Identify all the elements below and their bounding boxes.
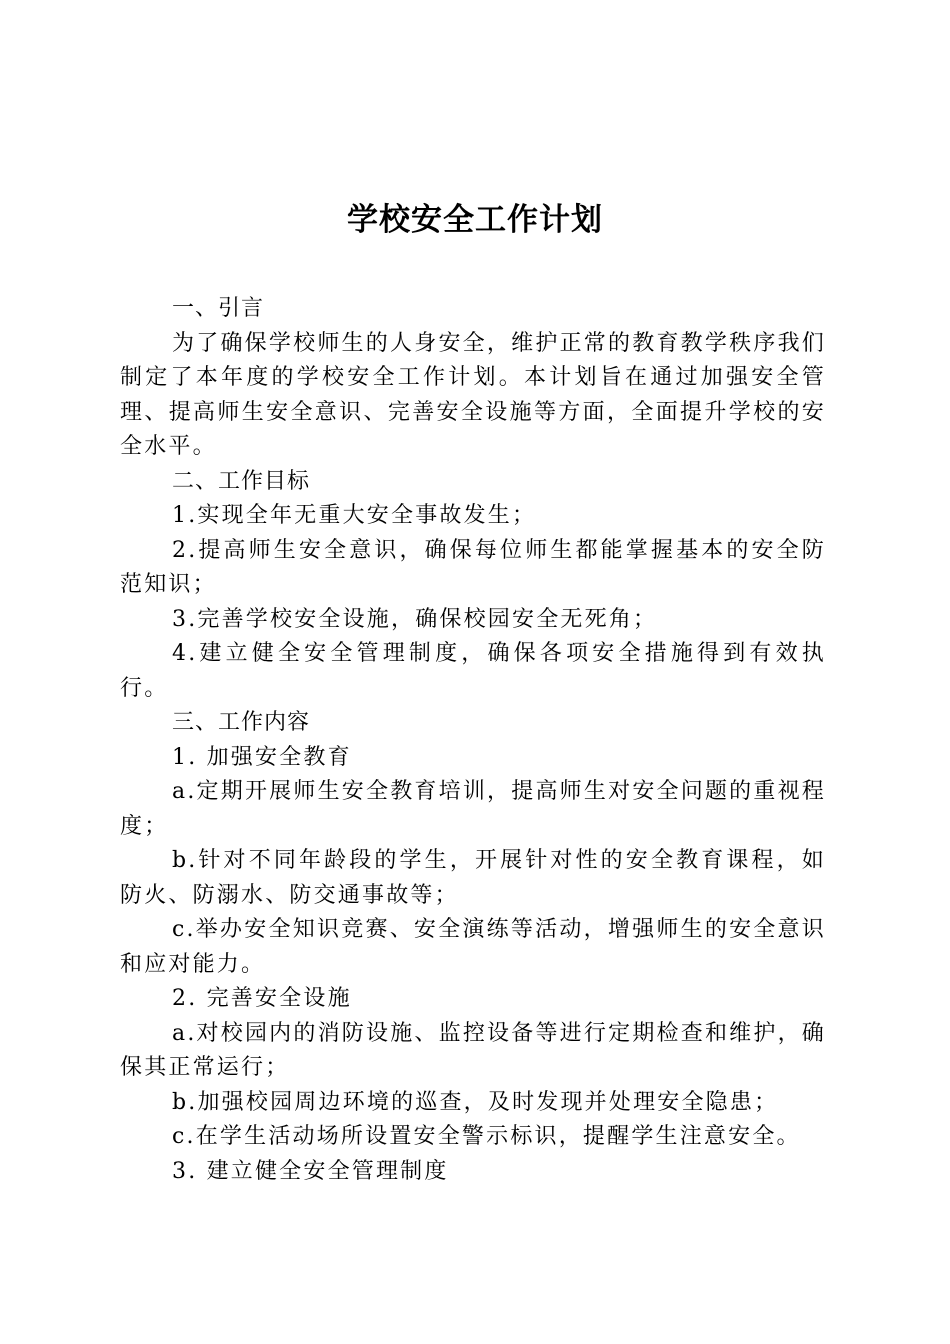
education-item-b: b.针对不同年龄段的学生，开展针对性的安全教育课程，如防火、防溺水、防交通事故等； [120,848,826,908]
education-item-c: c.举办安全知识竞赛、安全演练等活动，增强师生的安全意识和应对能力。 [120,917,826,977]
facilities-item-c: c.在学生活动场所设置安全警示标识，提醒学生注意安全。 [172,1124,801,1149]
paragraph-introduction: 为了确保学校师生的人身安全，维护正常的教育教学秩序我们制定了本年度的学校安全工作计划。本计划旨在通过加强安全管理、提高师生安全意识、完善安全设施等方面，全面提升学校的安全水平。 [120,330,826,459]
goal-item-2: 2.提高师生安全意识，确保每位师生都能掌握基本的安全防范知识； [120,537,826,597]
document-title: 学校安全工作计划 [347,202,603,238]
subheading-management-system: 3. 建立健全安全管理制度 [172,1158,449,1184]
section-heading-introduction: 一、引言 [172,296,265,321]
education-item-a: a.定期开展师生安全教育培训，提高师生对安全问题的重视程度； [120,779,826,839]
goal-item-1: 1.实现全年无重大安全事故发生； [172,503,537,528]
goal-item-3: 3.完善学校安全设施，确保校园安全无死角； [172,606,658,632]
document-body [120,292,826,1189]
subheading-safety-facilities: 2. 完善安全设施 [172,986,352,1011]
subheading-safety-education: 1. 加强安全教育 [172,744,352,770]
facilities-item-a: a.对校园内的消防设施、监控设备等进行定期检查和维护，确保其正常运行； [120,1020,826,1080]
section-heading-content: 三、工作内容 [172,710,311,735]
goal-item-4: 4.建立健全安全管理制度，确保各项安全措施得到有效执行。 [120,641,826,701]
facilities-item-b: b.加强校园周边环境的巡查，及时发现并处理安全隐患； [172,1089,779,1115]
section-heading-goals: 二、工作目标 [172,468,311,494]
